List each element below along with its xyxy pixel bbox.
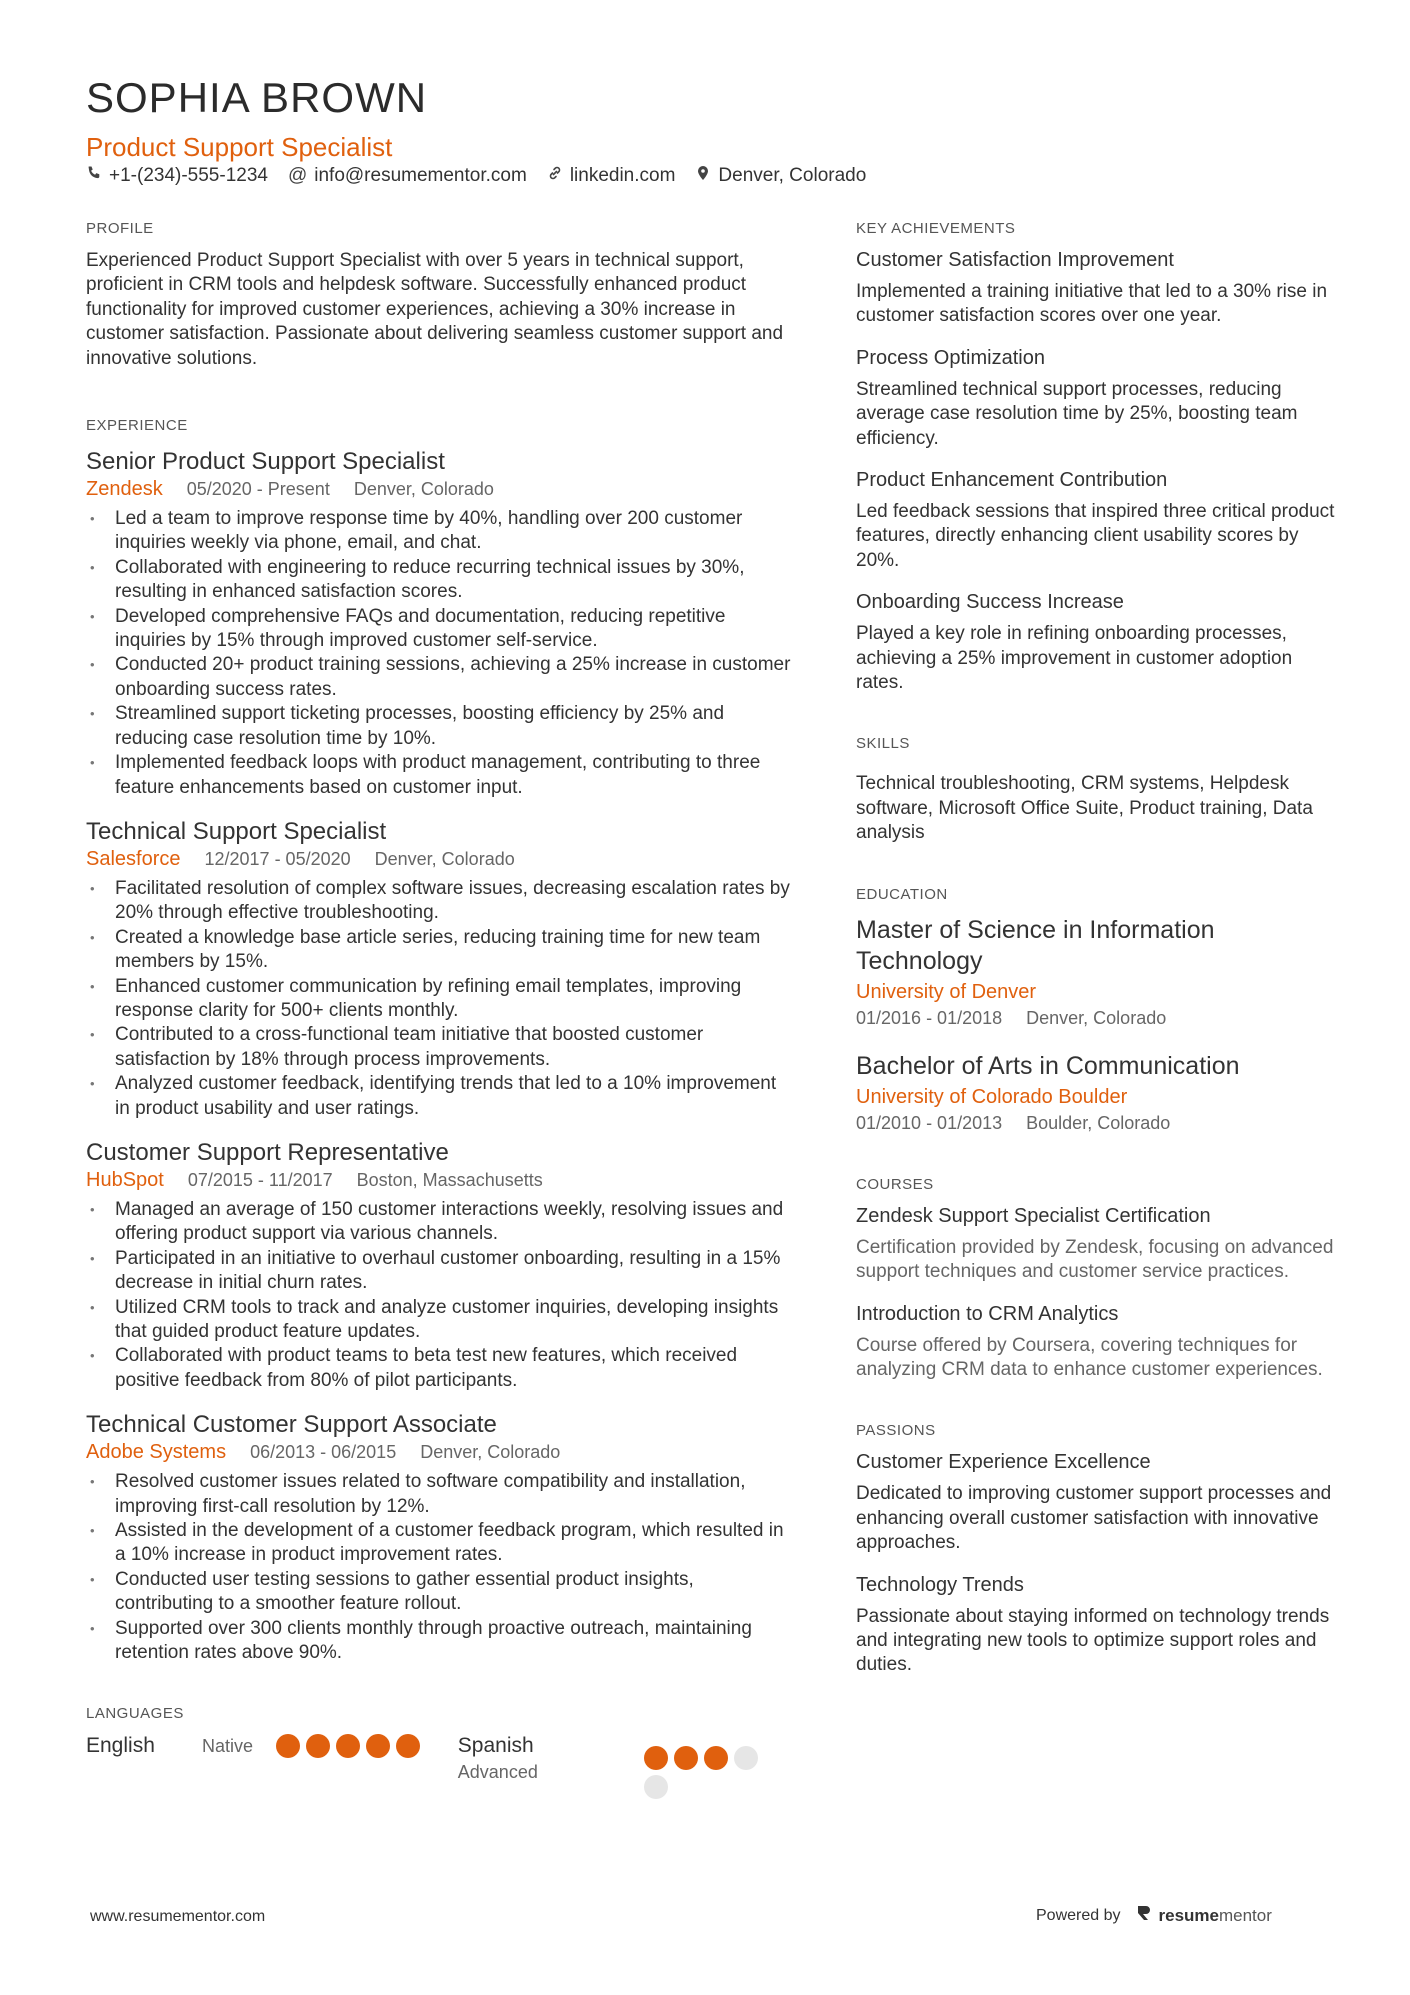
job-entry [86,818,792,1121]
education-dates: 01/2010 - 01/2013 [856,1112,1003,1133]
job-location: Boston, Massachusetts [356,1169,543,1190]
profile-heading: PROFILE [86,220,154,237]
rating-dot-filled [644,1746,668,1770]
achievements-heading: KEY ACHIEVEMENTS [856,220,1016,237]
list-item: • Managed an average of 150 customer interactions weekly, resolving issues and offering product support via various channels. [86,1198,792,1247]
degree-title: Bachelor of Arts in Communication [856,1051,1240,1080]
contact-location [695,165,866,187]
job-entry-title: Senior Product Support Specialist [86,448,445,476]
job-entry [86,1411,792,1665]
job-bullets [86,877,792,1121]
languages-heading: LANGUAGES [86,1705,184,1723]
list-item: • Conducted user testing sessions to gather essential product insights, contributing to a smoother feature rollout. [86,1568,792,1617]
achievement-item [856,347,1336,451]
language-rating [644,1734,792,1804]
company-name: Salesforce [86,847,181,870]
passion-title: Customer Experience Excellence [856,1451,1151,1474]
brand-logo[interactable] [1135,1904,1272,1927]
course-item [856,1205,1336,1285]
brand-name-bold: resume [1158,1905,1219,1925]
rating-dot-empty [734,1746,758,1770]
passion-item [856,1451,1336,1555]
course-title: Zendesk Support Specialist Certification [856,1204,1211,1227]
list-item: • Analyzed customer feedback, identifying trends that led to a 10% improvement in product usability and user ratings. [86,1072,792,1121]
language-item [458,1734,792,1804]
rating-dot-filled [306,1734,330,1758]
link-icon [547,165,563,187]
rating-dot-empty [644,1775,668,1799]
rating-dot-filled [276,1734,300,1758]
education-location: Denver, Colorado [1026,1007,1167,1028]
school-name: University of Denver [856,980,1037,1003]
location-pin-icon [695,165,711,187]
achievement-title: Customer Satisfaction Improvement [856,249,1174,271]
passions-heading: PASSIONS [856,1422,936,1440]
profile-text: Experienced Product Support Specialist with over 5 years in technical support, proficient in CRM tools and helpdesk software. Successfully enhanced product functionality for improved customer experiences, achieving a 30% increase in customer satisfaction. Passionate about delivering seamless customer support and innovative solutions. [86,250,784,369]
list-item: • Supported over 300 clients monthly through proactive outreach, maintaining retention rates above 90%. [86,1617,792,1666]
contact-phone [86,165,268,187]
school-name: University of Colorado Boulder [856,1085,1128,1108]
job-entry-title: Customer Support Representative [86,1138,449,1166]
list-item: • Led a team to improve response time by 40%, handling over 200 customer inquiries weekly via phone, email, and chat. [86,507,792,556]
job-entry-meta [86,1441,792,1464]
course-title: Introduction to CRM Analytics [856,1302,1119,1325]
job-bullets [86,1198,792,1393]
location-text: Denver, Colorado [718,165,867,186]
at-icon: @ [287,165,308,186]
brand-mark-icon [1135,1904,1153,1927]
language-level: Native [202,1736,254,1757]
list-item: • Resolved customer issues related to software compatibility and installation, improving first-call resolution by 12%. [86,1470,792,1519]
course-desc: Certification provided by Zendesk, focusing on advanced support techniques and customer service practices. [856,1236,1334,1283]
list-item: • Conducted 20+ product training sessions, achieving a 25% increase in customer onboarding success rates. [86,653,792,702]
list-item: • Enhanced customer communication by refining email templates, improving response clarity for 500+ clients monthly. [86,975,792,1024]
degree-title: Master of Science in Information Technology [856,915,1215,975]
education-dates: 01/2016 - 01/2018 [856,1007,1003,1028]
skills-heading: SKILLS [856,735,910,753]
education-heading: EDUCATION [856,885,948,903]
company-name: Zendesk [86,478,163,501]
footer-website[interactable]: www.resumementor.com [90,1908,266,1925]
left-column [86,220,792,1804]
language-rating [276,1734,426,1763]
achievement-desc: Played a key role in refining onboarding processes, achieving a 25% improvement in customer adoption rates. [856,623,1293,694]
job-bullets [86,1470,792,1665]
job-entry [86,448,792,800]
job-bullets [86,507,792,800]
job-location: Denver, Colorado [420,1442,561,1463]
list-item: • Assisted in the development of a customer feedback program, which resulted in a 10% increase in product improvement rates. [86,1519,792,1568]
courses-heading: COURSES [856,1175,934,1193]
brand-name-rest: mentor [1218,1905,1272,1925]
list-item: • Developed comprehensive FAQs and documentation, reducing repetitive inquiries by 15% through improved customer self-service. [86,605,792,654]
rating-dot-filled [366,1734,390,1758]
job-location: Denver, Colorado [374,848,515,869]
rating-dot-filled [704,1746,728,1770]
education-meta [856,1008,1336,1029]
contact-linkedin[interactable] [547,165,676,187]
footer-powered [1036,1904,1272,1927]
rating-dot-filled [396,1734,420,1758]
course-item [856,1303,1336,1383]
powered-by-text: Powered by [1036,1906,1121,1924]
contact-email[interactable] [288,165,527,187]
passion-title: Technology Trends [856,1573,1024,1596]
passion-item [856,1574,1336,1678]
list-item: • Streamlined support ticketing processes, boosting efficiency by 25% and reducing case resolution time by 10%. [86,702,792,751]
job-entry-meta [86,848,792,871]
company-name: HubSpot [86,1168,164,1191]
passion-desc: Dedicated to improving customer support processes and enhancing overall customer satisfaction with innovative approaches. [856,1483,1332,1554]
phone-text: +1-(234)-555-1234 [109,165,268,186]
achievement-item [856,249,1336,329]
linkedin-text: linkedin.com [569,165,676,186]
achievement-title: Product Enhancement Contribution [856,469,1168,492]
job-entry-title: Technical Support Specialist [86,817,387,845]
education-location: Boulder, Colorado [1026,1112,1171,1133]
list-item: • Facilitated resolution of complex software issues, decreasing escalation rates by 20% through effective troubleshooting. [86,877,792,926]
job-location: Denver, Colorado [353,479,494,500]
rating-dot-filled [336,1734,360,1758]
education-meta [856,1113,1336,1134]
achievement-title: Onboarding Success Increase [856,591,1124,614]
job-dates: 05/2020 - Present [186,479,330,500]
language-name: English [86,1734,155,1758]
job-title: Product Support Specialist [86,132,393,162]
job-entry-title: Technical Customer Support Associate [86,1411,497,1439]
education-item [856,915,1336,1029]
company-name: Adobe Systems [86,1441,227,1464]
list-item: • Collaborated with product teams to beta test new features, which received positive feedback from 80% of pilot participants. [86,1344,792,1393]
list-item: • Implemented feedback loops with product management, contributing to three feature enhancements based on customer input. [86,751,792,800]
right-column [856,220,1336,1678]
language-level: Advanced [457,1762,538,1783]
job-dates: 06/2013 - 06/2015 [250,1442,397,1463]
contact-bar [86,165,866,187]
list-item: • Collaborated with engineering to reduce recurring technical issues by 30%, resulting in enhanced satisfaction scores. [86,556,792,605]
language-name: Spanish [457,1734,534,1758]
list-item: • Participated in an initiative to overhaul customer onboarding, resulting in a 15% decrease in initial churn rates. [86,1247,792,1296]
passion-desc: Passionate about staying informed on technology trends and integrating new tools to optimize support roles and duties. [856,1605,1330,1676]
experience-heading: EXPERIENCE [86,417,188,435]
course-desc: Course offered by Coursera, covering techniques for analyzing CRM data to enhance customer experiences. [856,1334,1323,1380]
list-item: • Created a knowledge base article series, reducing training time for new team members by 15%. [86,926,792,975]
skills-text: Technical troubleshooting, CRM systems, Helpdesk software, Microsoft Office Suite, Product training, Data analysis [856,773,1313,844]
job-entry-meta [86,1169,792,1192]
rating-dot-filled [674,1746,698,1770]
list-item: • Utilized CRM tools to track and analyze customer inquiries, developing insights that guided product feature updates. [86,1296,792,1345]
achievement-item [856,469,1336,573]
job-entry [86,1139,792,1393]
achievement-desc: Led feedback sessions that inspired three critical product features, directly enhancing client usability scores by 20%. [856,501,1335,571]
achievement-desc: Streamlined technical support processes, reducing average case resolution time by 25%, boosting team efficiency. [856,378,1298,449]
achievement-title: Process Optimization [856,346,1045,369]
phone-icon [86,165,102,187]
education-item [856,1051,1336,1134]
candidate-name: SOPHIA BROWN [86,74,428,121]
achievement-item [856,591,1336,695]
achievement-desc: Implemented a training initiative that led to a 30% rise in customer satisfaction scores over one year. [856,281,1328,327]
job-dates: 12/2017 - 05/2020 [204,848,351,869]
languages-row [86,1734,792,1804]
list-item: • Contributed to a cross-functional team initiative that boosted customer satisfaction by 18% through process improvements. [86,1023,792,1072]
job-entry-meta [86,478,792,501]
job-dates: 07/2015 - 11/2017 [187,1169,333,1190]
language-item [86,1734,458,1763]
email-text: info@resumementor.com [314,165,527,186]
